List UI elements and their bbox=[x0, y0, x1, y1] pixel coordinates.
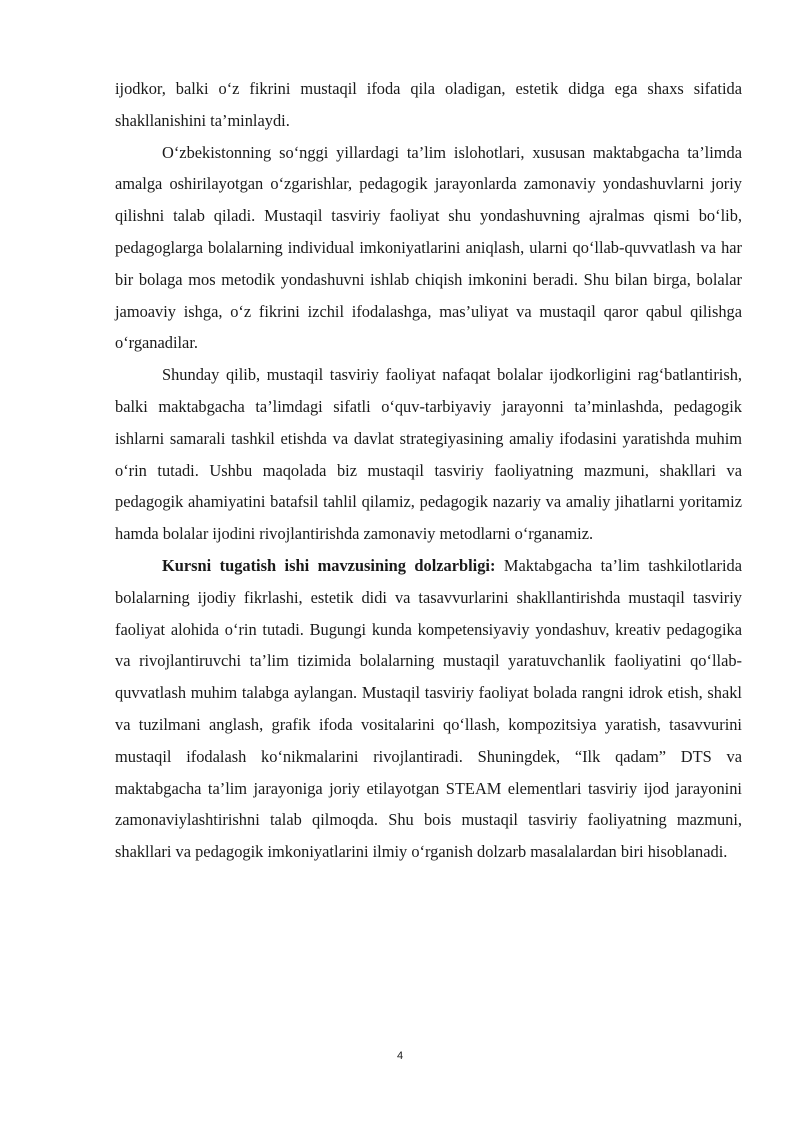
paragraph-education-reforms: O‘zbekistonning so‘nggi yillardagi ta’lim islohotlari, xususan maktabgacha ta’limda amalga oshirilayotgan o‘zgarishlar, pedagogik jarayonlarda zamonaviy yondashuvlarni joriy qilishni talab qiladi. Mustaqil tasviriy faoliyat shu yondashuvning ajralmas qismi bo‘lib, pedagoglarga bolalarning individual imkoniyatlarini aniqlash, ularni qo‘llab-quvvatlash va har bir bolaga mos metodik yondashuvni ishlab chiqish imkonini beradi. Shu bilan birga, bolalar jamoaviy ishga, o‘z fikrini izchil ifodalashga, mas’uliyat va mustaqil qaror qabul qilishga o‘rganadilar. bbox=[115, 142, 742, 353]
relevance-text: Maktabgacha ta’lim tashkilotlarida bolalarning ijodiy fikrlashi, estetik didi va tasavvurlarini shakllantirishda mustaqil tasviriy faoliyat alohida o‘rin tutadi. Bugungi kunda kompetensiyaviy yondashuv, kreativ pedagogika va rivojlantiruvchi ta’lim tizimida bolalarning mustaqil yaratuvchanlik faoliyatini qo‘llab-quvvatlash muhim talabga aylangan. Mustaqil tasviriy faoliyat bolada rangni idrok etish, shakl va tuzilmani anglash, grafik ifoda vositalarini qo‘llash, kompozitsiya yaratish, tasavvurini mustaqil ifodalash ko‘nikmalarini rivojlantiradi. Shuningdek, “Ilk qadam” DTS va maktabgacha ta’lim jarayoniga joriy etilayotgan STEAM elementlari tasviriy ijod jarayonini zamonaviylashtirishni talab qilmoqda. Shu bois mustaqil tasviriy faoliyatning mazmuni, shakllari va pedagogik imkoniyatlarini ilmiy o‘rganish dolzarb masalalardan biri hisoblanadi. bbox=[115, 555, 742, 862]
page-number: 4 bbox=[396, 1050, 404, 1062]
paragraph-continuation: ijodkor, balki o‘z fikrini mustaqil ifoda qila oladigan, estetik didga ega shaxs sifatida shakllanishini ta’minlaydi. bbox=[115, 79, 742, 130]
paragraph-conclusion-intro: Shunday qilib, mustaqil tasviriy faoliyat nafaqat bolalar ijodkorligini rag‘batlantirish, balki maktabgacha ta’limdagi sifatli o‘quv-tarbiyaviy jarayonni ta’minlashda, pedagogik ishlarni samarali tashkil etishda va davlat strategiyasining amaliy ifodasini yaratishda muhim o‘rin tutadi. Ushbu maqolada biz mustaqil tasviriy faoliyatning mazmuni, shakllari va pedagogik ahamiyatini batafsil tahlil qilamiz, pedagogik nazariy va amaliy jihatlarni yoritamiz hamda bolalar ijodini rivojlantirishda zamonaviy metodlarni o‘rganamiz. bbox=[115, 365, 742, 544]
paragraph-topic-relevance bbox=[115, 550, 742, 868]
document-page-body bbox=[115, 73, 742, 868]
relevance-heading: Kursni tugatish ishi mavzusining dolzarbligi: bbox=[162, 555, 496, 575]
